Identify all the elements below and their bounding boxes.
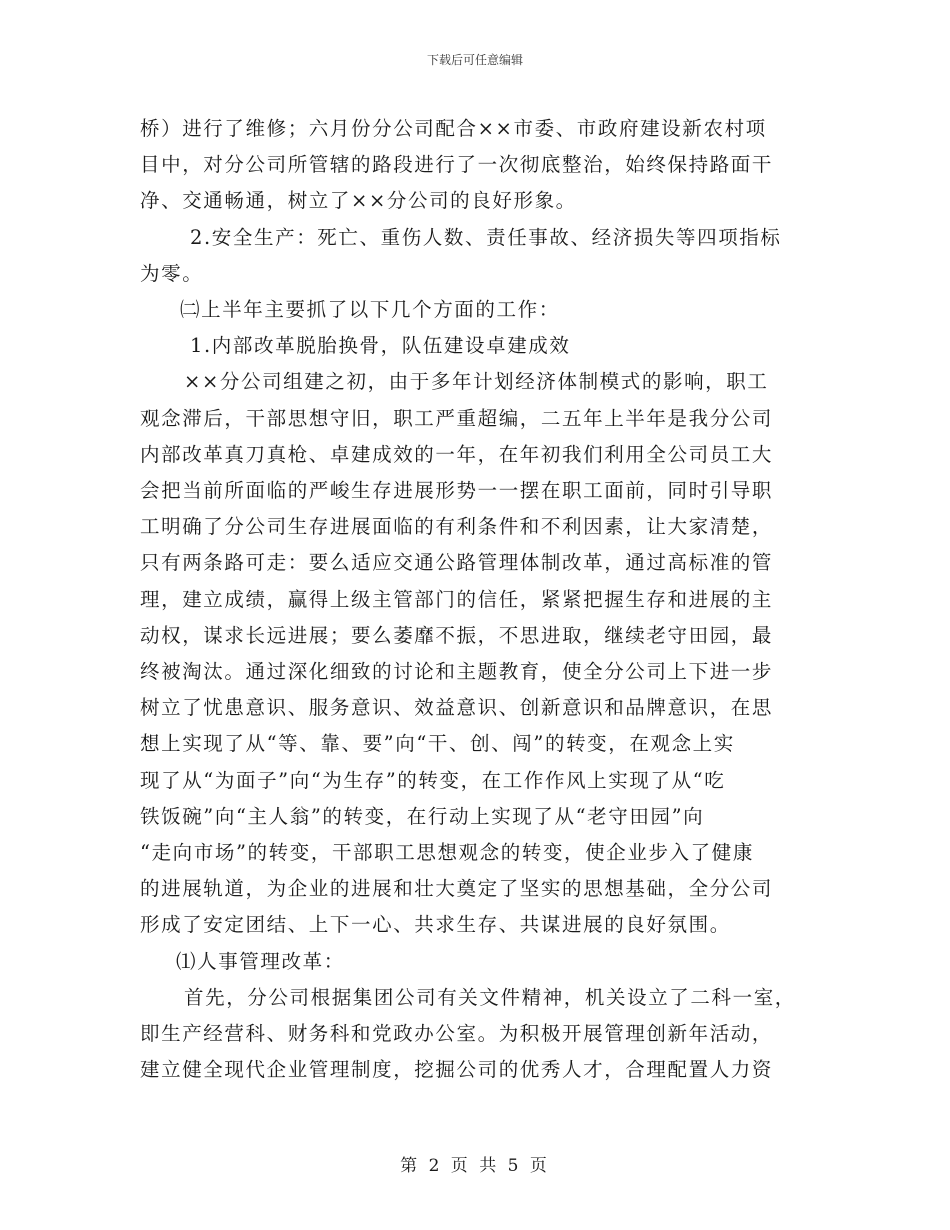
text-line: 想上实现了从“等、靠、要”向“干、创、闯”的转变，在观念上实 (140, 732, 735, 756)
text-line: 的进展轨道，为企业的进展和壮大奠定了坚实的思想基础，全分公司 (140, 877, 774, 901)
text-line: 只有两条路可走：要么适应交通公路管理体制改革，通过高标准的管 (140, 551, 774, 575)
page-header-note: 下载后可任意编辑 (426, 53, 523, 67)
text-line: 2.安全生产：死亡、重伤人数、责任事故、经济损失等四项指标 (190, 225, 782, 249)
text-line: 形成了安定团结、上下一心、共求生存、共谋进展的良好氛围。 (140, 913, 731, 937)
text-line: 观念滞后，干部思想守旧，职工严重超编，二五年上半年是我分公司 (140, 406, 774, 430)
text-line: 会把当前所面临的严峻生存进展形势一一摆在职工面前，同时引导职 (140, 479, 774, 503)
text-line: 终被淘汰。通过深化细致的讨论和主题教育，使全分公司上下进一步 (140, 660, 774, 684)
text-line: ××分公司组建之初，由于多年计划经济体制模式的影响，职工 (184, 370, 769, 394)
text-line: 净、交通畅通，树立了××分公司的良好形象。 (140, 189, 577, 213)
text-line: 建立健全现代企业管理制度，挖掘公司的优秀人才，合理配置人力资 (140, 1058, 774, 1082)
text-line: 树立了忧患意识、服务意识、效益意识、创新意识和品牌意识，在思 (140, 696, 774, 720)
text-line: 桥）进行了维修；六月份分公司配合××市委、市政府建设新农村项 (140, 117, 767, 140)
text-line: 铁饭碗”向“主人翁”的转变，在行动上实现了从“老守田园”向 (140, 804, 705, 828)
text-line: 目中，对分公司所管辖的路段进行了一次彻底整治，始终保持路面干 (140, 153, 774, 177)
document-body (140, 111, 820, 1088)
page-number: 第 2 页 共 5 页 (400, 1156, 550, 1176)
text-line: “走向市场”的转变，干部职工思想观念的转变，使企业步入了健康 (140, 841, 754, 865)
text-line: 理，建立成绩，赢得上级主管部门的信任，紧紧把握生存和进展的主 (140, 587, 774, 611)
text-line: 动权，谋求长远进展；要么萎靡不振，不思进取，继续老守田园，最 (140, 623, 774, 647)
text-line: 首先，分公司根据集团公司有关文件精神，机关设立了二科一室， (184, 985, 796, 1009)
section-heading: ㈡上半年主要抓了以下几个方面的工作： (180, 298, 560, 322)
text-line: 工明确了分公司生存进展面临的有利条件和不利因素，让大家清楚， (140, 515, 774, 539)
text-line: 内部改革真刀真枪、卓建成效的一年，在年初我们利用全公司员工大 (140, 442, 774, 466)
text-line: 为零。 (140, 261, 204, 285)
text-line: 即生产经营科、财务科和党政办公室。为积极开展管理创新年活动， (140, 1022, 774, 1046)
text-line: 现了从“为面子”向“为生存”的转变，在工作作风上实现了从“吃 (140, 768, 726, 792)
subsection-heading: 1.内部改革脱胎换骨，队伍建设卓建成效 (190, 334, 571, 358)
subsection-heading: ⑴人事管理改革： (176, 949, 345, 973)
